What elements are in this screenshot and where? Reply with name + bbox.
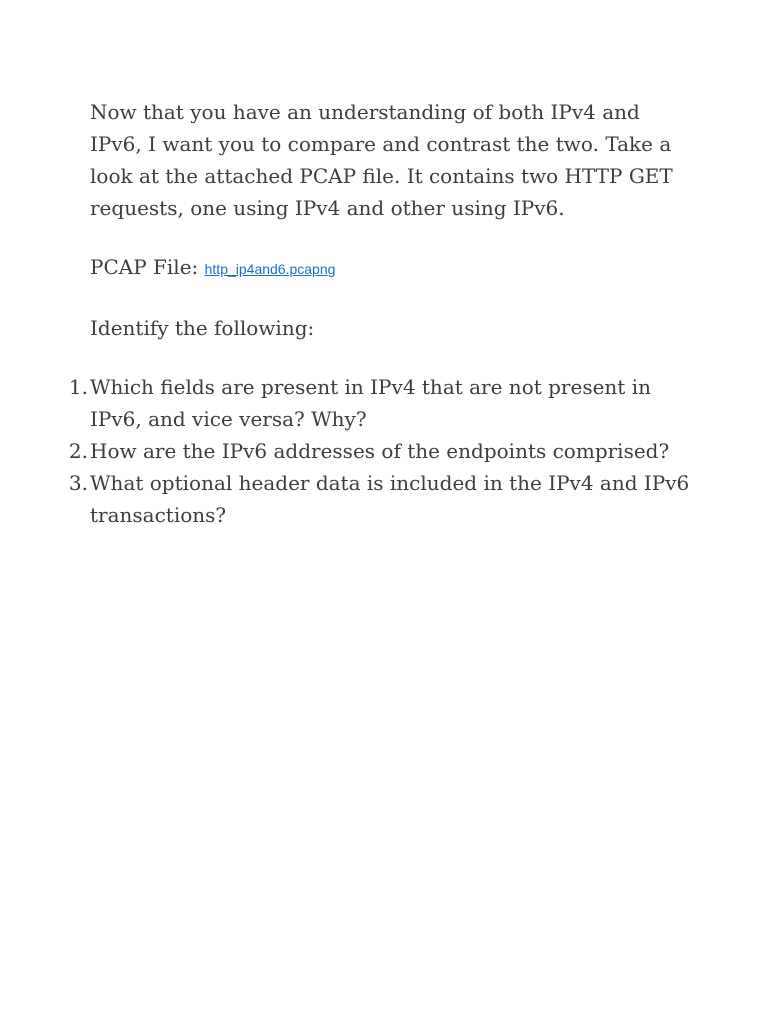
list-item-text: How are the IPv6 addresses of the endpoints comprised?: [90, 439, 670, 463]
identify-heading: Identify the following:: [90, 316, 315, 340]
list-item-number: 2.: [68, 439, 88, 463]
list-item: [68, 371, 690, 435]
list-item-number: 3.: [68, 471, 88, 495]
list-item-text: What optional header data is included in the IPv4 and IPv6 transactions?: [90, 471, 690, 527]
pcap-file-line: [90, 251, 690, 285]
questions-list: [68, 371, 690, 531]
intro-paragraph: Now that you have an understanding of both IPv4 and IPv6, I want you to compare and contrast the two. Take a look at the attached PCAP file. It contains two HTTP GET requests, one using IPv4 and other using IPv6.: [90, 100, 673, 220]
list-item: [68, 467, 690, 531]
list-item-number: 1.: [68, 375, 88, 399]
pcap-file-link[interactable]: http_ip4and6.pcapng: [204, 261, 336, 277]
pcap-file-label: PCAP File:: [90, 255, 199, 279]
document-body: [68, 96, 690, 531]
list-item: [68, 435, 690, 467]
list-item-text: Which fields are present in IPv4 that are not present in IPv6, and vice versa? Why?: [90, 375, 651, 431]
